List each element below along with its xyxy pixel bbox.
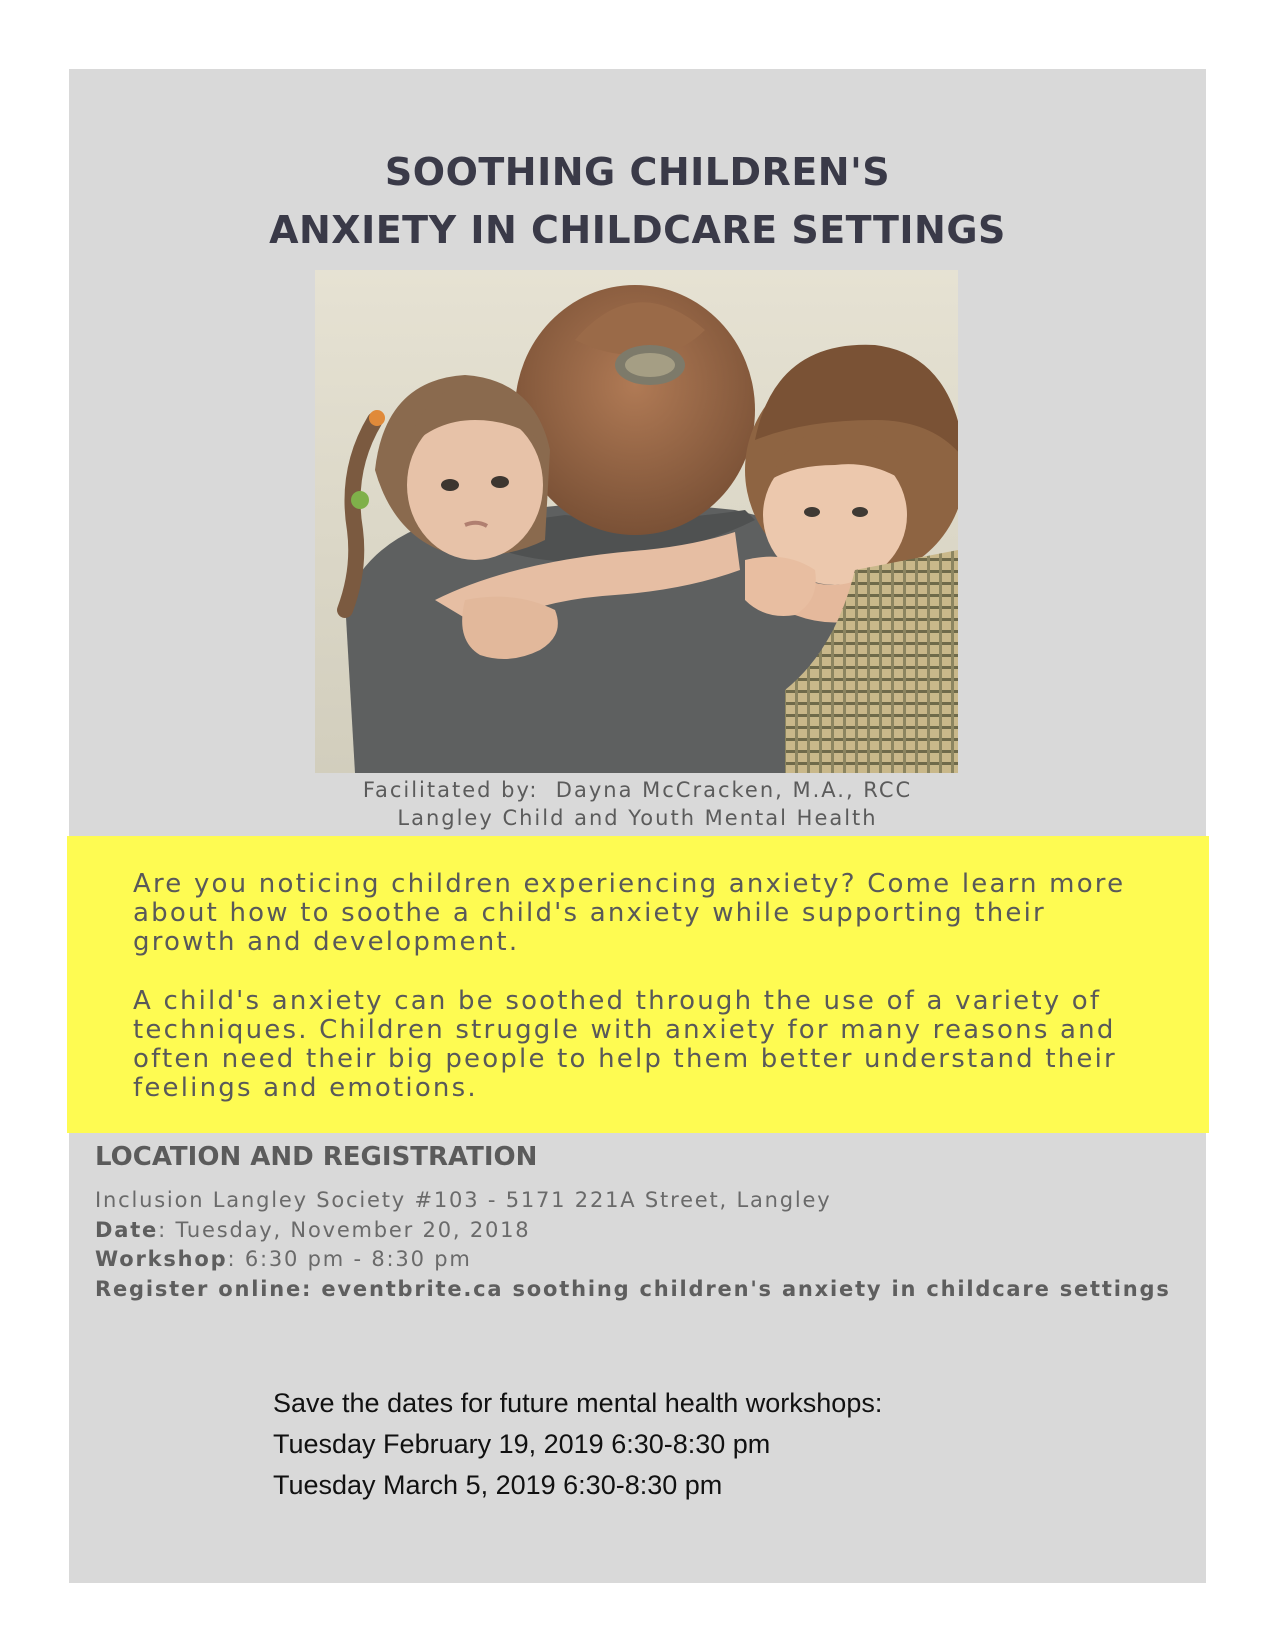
workshop-value: : 6:30 pm - 8:30 pm: [227, 1247, 472, 1271]
photo-mother-hugging-children: [315, 270, 958, 773]
future-date-item: Tuesday March 5, 2019 6:30-8:30 pm: [273, 1470, 723, 1500]
registration-link[interactable]: Register online: eventbrite.ca soothing children's anxiety in childcare settings: [95, 1276, 1171, 1301]
future-workshops: [273, 1383, 882, 1506]
facilitator-name: Facilitated by: Dayna McCracken, M.A., RCC: [362, 778, 913, 802]
location-details: [95, 1186, 1195, 1304]
facilitator-organization: Langley Child and Youth Mental Health: [397, 806, 878, 830]
workshop-time: [95, 1245, 1195, 1275]
future-date-item: Tuesday February 19, 2019 6:30-8:30 pm: [273, 1429, 771, 1459]
location-address: Inclusion Langley Society #103 - 5171 221A Street, Langley: [95, 1188, 832, 1212]
date-value: : Tuesday, November 20, 2018: [158, 1217, 531, 1242]
future-workshops-heading: Save the dates for future mental health workshops:: [273, 1388, 883, 1418]
date-label: Date: [95, 1217, 159, 1242]
workshop-label: Workshop: [95, 1247, 228, 1271]
event-date: [95, 1216, 1195, 1246]
intro-paragraph: Are you noticing children experiencing anxiety? Come learn more about how to soothe a child's anxiety while supporting their growth and development.: [133, 869, 1126, 957]
facilitator-info: [0, 776, 1275, 832]
detail-paragraph: A child's anxiety can be soothed through the use of a variety of techniques. Children struggle with anxiety for many reasons and often need their big people to help them better understand their feelings and emotions.: [133, 986, 1117, 1103]
flyer-title: [0, 143, 1275, 259]
title-line-2: ANXIETY IN CHILDCARE SETTINGS: [269, 208, 1006, 252]
location-heading: LOCATION AND REGISTRATION: [95, 1142, 538, 1172]
title-line-1: SOOTHING CHILDREN'S: [384, 150, 891, 194]
